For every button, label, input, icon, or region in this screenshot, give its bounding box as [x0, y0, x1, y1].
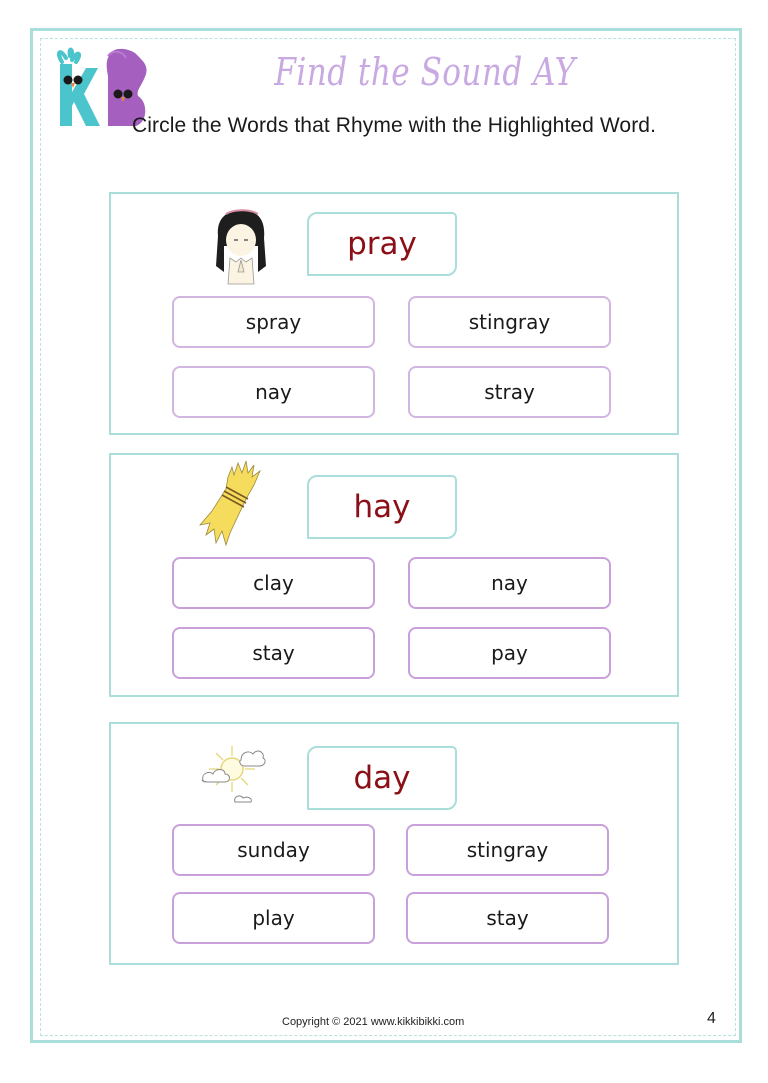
word-option[interactable]: clay — [172, 557, 375, 609]
word-option[interactable]: stray — [408, 366, 611, 418]
word-option[interactable]: nay — [408, 557, 611, 609]
praying-girl-icon — [206, 206, 276, 286]
word-option[interactable]: spray — [172, 296, 375, 348]
rhyme-panel-pray — [109, 192, 679, 435]
sun-clouds-icon — [199, 742, 269, 812]
word-option[interactable]: stay — [172, 627, 375, 679]
word-option[interactable]: stingray — [406, 824, 609, 876]
word-option[interactable]: play — [172, 892, 375, 944]
word-option[interactable]: sunday — [172, 824, 375, 876]
rhyme-panel-hay — [109, 453, 679, 697]
worksheet-instruction: Circle the Words that Rhyme with the Highlighted Word. — [132, 114, 657, 137]
rhyme-panel-day — [109, 722, 679, 965]
highlighted-word: day — [307, 746, 457, 810]
worksheet-title: Find the Sound AY — [274, 50, 576, 94]
copyright-notice: Copyright © 2021 www.kikkibikki.com — [282, 1016, 465, 1028]
highlighted-word: pray — [307, 212, 457, 276]
hay-bundle-icon — [198, 459, 268, 549]
word-option[interactable]: pay — [408, 627, 611, 679]
word-option[interactable]: stay — [406, 892, 609, 944]
page-number: 4 — [707, 1010, 716, 1027]
word-option[interactable]: stingray — [408, 296, 611, 348]
highlighted-word: hay — [307, 475, 457, 539]
word-option[interactable]: nay — [172, 366, 375, 418]
